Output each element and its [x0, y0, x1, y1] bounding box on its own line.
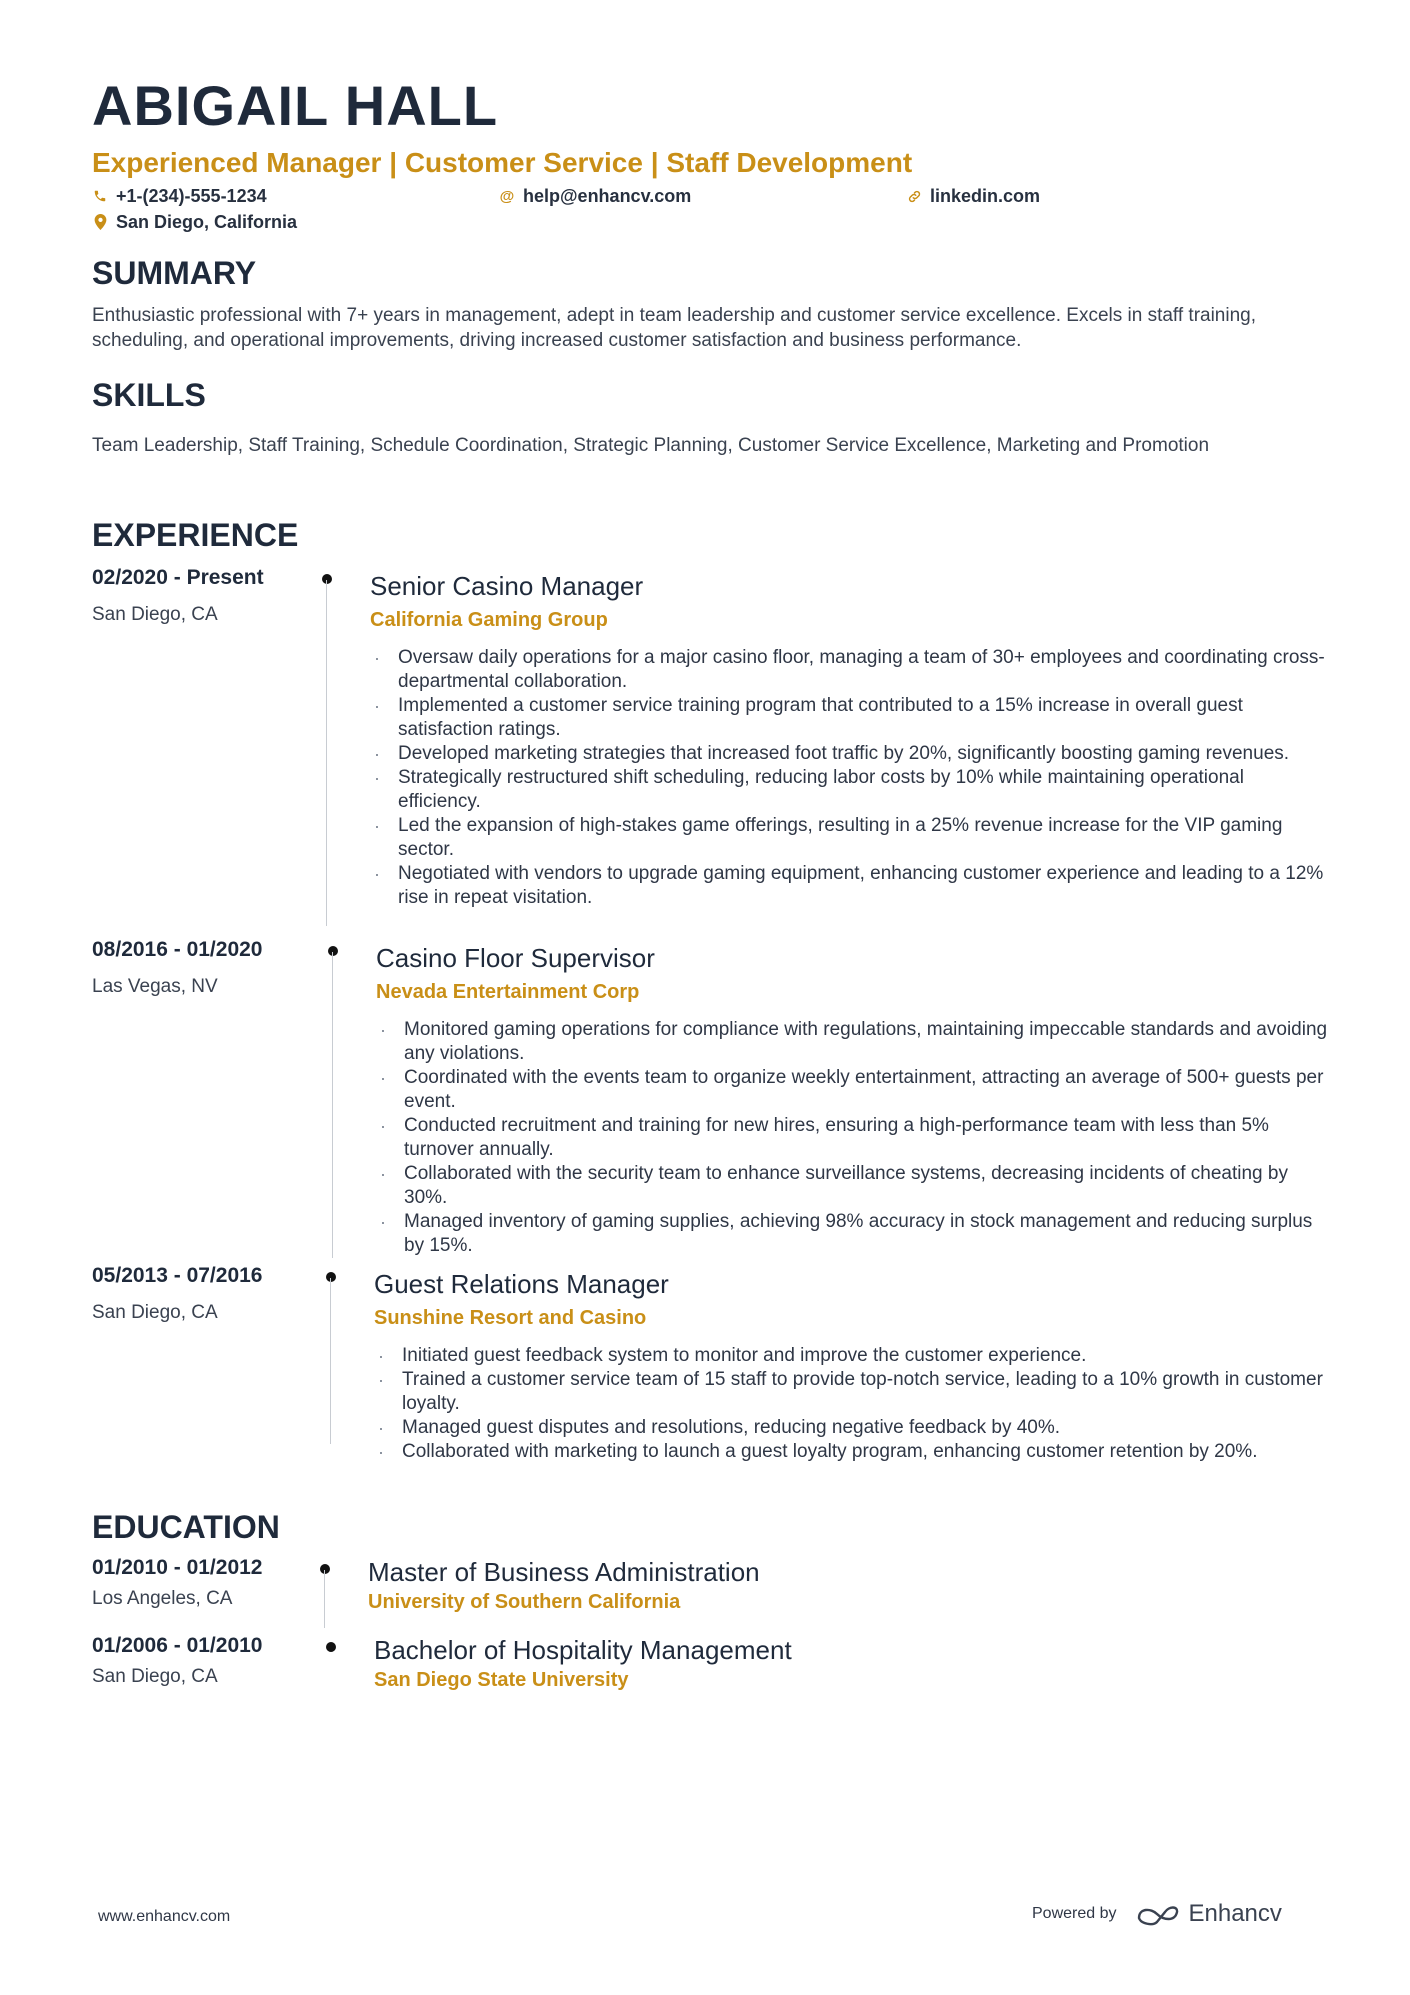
entry-role: Guest Relations Manager [374, 1269, 669, 1299]
entry-bullets [374, 1344, 1329, 1464]
entry-location: Las Vegas, NV [92, 976, 218, 997]
entry-bullets [370, 646, 1325, 910]
entry-role: Senior Casino Manager [370, 571, 644, 601]
skills-section [92, 378, 1332, 458]
bullet-item: · Conducted recruitment and training for new hires, ensuring a high-performance team with less than 5% turnover annually. [376, 1114, 1331, 1162]
bullet-item: · Developed marketing strategies that increased foot traffic by 20%, significantly boosting gaming revenues. [370, 742, 1325, 766]
phone-text: +1-(234)-555-1234 [116, 185, 267, 206]
email-text: help@enhancv.com [523, 185, 692, 206]
entry-date: 08/2016 - 01/2020 [92, 938, 263, 961]
timeline-dot [322, 574, 332, 584]
entry-content [374, 1270, 1329, 1464]
timeline-dot [328, 946, 338, 956]
bullet-item: · Managed guest disputes and resolutions, reducing negative feedback by 40%. [374, 1416, 1329, 1440]
entry-org: Sunshine Resort and Casino [374, 1306, 647, 1329]
timeline-line [330, 1278, 331, 1444]
entry-bullets [376, 1018, 1331, 1258]
timeline-dot [320, 1564, 330, 1574]
education-title: EDUCATION [92, 1509, 280, 1545]
entry-content [376, 944, 1331, 1258]
bullet-item: · Monitored gaming operations for compliance with regulations, maintaining impeccable standards and avoiding any violations. [376, 1018, 1331, 1066]
headline: Experienced Manager | Customer Service | Staff Development [92, 147, 913, 178]
entry-content [374, 1636, 792, 1692]
link-icon [906, 189, 922, 204]
contact-linkedin[interactable] [906, 186, 1040, 207]
candidate-name: ABIGAIL HALL [92, 74, 499, 137]
experience-entry [92, 1264, 1332, 1462]
experience-section [92, 517, 1332, 1462]
entry-degree: Bachelor of Hospitality Management [374, 1635, 792, 1665]
location-pin-icon [92, 214, 108, 230]
entry-org: California Gaming Group [370, 608, 608, 631]
phone-icon [92, 189, 108, 203]
bullet-item: · Initiated guest feedback system to monitor and improve the customer experience. [374, 1344, 1329, 1368]
experience-entry [92, 938, 1332, 1258]
entry-date: 02/2020 - Present [92, 566, 264, 589]
entry-location: San Diego, CA [92, 1666, 218, 1687]
bullet-item: · Collaborated with the security team to enhance surveillance systems, decreasing incidents of cheating by 30%. [376, 1162, 1331, 1210]
entry-content [368, 1558, 760, 1614]
timeline-dot [326, 1642, 336, 1652]
bullet-item: · Coordinated with the events team to organize weekly entertainment, attracting an average of 500+ guests per event. [376, 1066, 1331, 1114]
entry-location: San Diego, CA [92, 1302, 218, 1323]
bullet-item: · Managed inventory of gaming supplies, achieving 98% accuracy in stock management and reducing surplus by 15%. [376, 1210, 1331, 1258]
contact-bar [92, 186, 1332, 238]
at-icon: @ [499, 187, 515, 205]
timeline-line [332, 952, 333, 1258]
entry-date: 01/2006 - 01/2010 [92, 1634, 263, 1657]
entry-degree: Master of Business Administration [368, 1557, 760, 1587]
experience-entry [92, 566, 1332, 926]
linkedin-text: linkedin.com [930, 185, 1041, 206]
entry-school: University of Southern California [368, 1590, 681, 1613]
summary-title: SUMMARY [92, 255, 257, 291]
timeline-line [324, 1570, 325, 1628]
entry-date: 01/2010 - 01/2012 [92, 1556, 263, 1579]
footer-branding [1032, 1900, 1282, 1928]
contact-phone[interactable] [92, 186, 267, 207]
entry-location: San Diego, CA [92, 604, 218, 625]
bullet-item: · Collaborated with marketing to launch a guest loyalty program, enhancing customer retention by 20%. [374, 1440, 1329, 1464]
bullet-item: · Strategically restructured shift scheduling, reducing labor costs by 10% while maintaining operational efficiency. [370, 766, 1325, 814]
entry-org: Nevada Entertainment Corp [376, 980, 640, 1003]
education-section [92, 1509, 1332, 1691]
entry-date: 05/2013 - 07/2016 [92, 1264, 263, 1287]
powered-by-label: Powered by [1032, 1905, 1117, 1922]
skills-text: Team Leadership, Staff Training, Schedule Coordination, Strategic Planning, Customer Service Excellence, Marketing and Promotion [92, 435, 1210, 457]
skills-title: SKILLS [92, 377, 206, 413]
location-text: San Diego, California [116, 211, 298, 232]
contact-location [92, 212, 297, 233]
education-entry [92, 1556, 1332, 1628]
brand-name: Enhancv [1188, 1900, 1282, 1927]
entry-location: Los Angeles, CA [92, 1588, 233, 1609]
infinity-logo-icon [1135, 1902, 1181, 1926]
experience-title: EXPERIENCE [92, 517, 299, 553]
summary-section [92, 256, 1332, 353]
summary-text: Enthusiastic professional with 7+ years in management, adept in team leadership and customer service excellence. Excels in staff training, scheduling, and operational improvements, driving increased customer satisfaction and business performance. [92, 305, 1257, 352]
education-entry [92, 1634, 1332, 1694]
bullet-item: · Implemented a customer service training program that contributed to a 15% increase in overall guest satisfaction ratings. [370, 694, 1325, 742]
entry-school: San Diego State University [374, 1668, 629, 1691]
bullet-item: · Trained a customer service team of 15 staff to provide top-notch service, leading to a 10% growth in customer loyalty. [374, 1368, 1329, 1416]
contact-email[interactable] [499, 186, 691, 207]
bullet-item: · Negotiated with vendors to upgrade gaming equipment, enhancing customer experience and leading to a 12% rise in repeat visitation. [370, 862, 1325, 910]
bullet-item: · Oversaw daily operations for a major casino floor, managing a team of 30+ employees and coordinating cross-departmental collaboration. [370, 646, 1325, 694]
bullet-item: · Led the expansion of high-stakes game offerings, resulting in a 25% revenue increase for the VIP gaming sector. [370, 814, 1325, 862]
entry-role: Casino Floor Supervisor [376, 943, 655, 973]
timeline-dot [326, 1272, 336, 1282]
timeline-line [326, 580, 327, 926]
footer-website[interactable]: www.enhancv.com [98, 1908, 231, 1925]
resume-page [92, 74, 1332, 1691]
enhancv-logo[interactable] [1135, 1900, 1282, 1928]
entry-content [370, 572, 1325, 910]
